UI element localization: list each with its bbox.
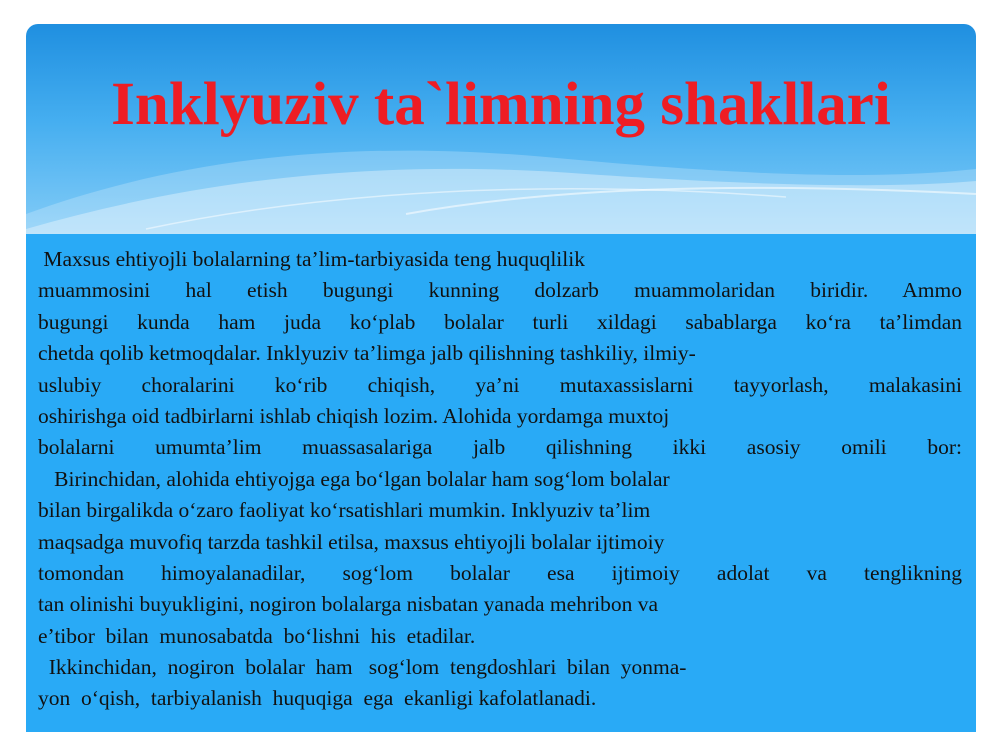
body-paragraph	[38, 244, 962, 715]
body-line: e’tibor bilan munosabatda bo‘lishni his etadilar.	[38, 623, 476, 648]
body-line: chetda qolib ketmoqdalar. Inklyuziv ta’limga jalb qilishning tashkiliy, ilmiy-	[38, 341, 696, 366]
body-line: maqsadga muvofiq tarzda tashkil etilsa, maxsus ehtiyojli bolalar ijtimoiy	[38, 529, 665, 554]
body-line: yon o‘qish, tarbiyalanish huquqiga ega ekanligi kafolatlanadi.	[38, 686, 597, 711]
body-line: bugungi kunda ham juda ko‘plab bolalar turli xildagi sabablarga ko‘ra ta’limdan	[38, 309, 962, 334]
body-line: muammosini hal etish bugungi kunning dolzarb muammolaridan biridir. Ammo	[38, 278, 962, 303]
body-line: bilan birgalikda o‘zaro faoliyat ko‘rsatishlari mumkin. Inklyuziv ta’lim	[38, 498, 651, 523]
body-line: Maxsus ehtiyojli bolalarning ta’lim-tarbiyasida teng huquqlilik	[38, 247, 585, 271]
body-line: Birinchidan, alohida ehtiyojga ega bo‘lgan bolalar ham sog‘lom bolalar	[38, 466, 670, 491]
body-line: Ikkinchidan, nogiron bolalar ham sog‘lom tengdoshlari bilan yonma-	[38, 655, 687, 680]
body-line: tan olinishi buyukligini, nogiron bolalarga nisbatan yanada mehribon va	[38, 592, 658, 617]
body-line: bolalarni umumta’lim muassasalariga jalb qilishning ikki asosiy omili bor:	[38, 435, 962, 460]
slide-title: Inklyuziv ta`limning shakllari	[111, 71, 891, 138]
body-line: oshirishga oid tadbirlarni ishlab chiqish lozim. Alohida yordamga muxtoj	[38, 403, 670, 428]
body-line: tomondan himoyalanadilar, sog‘lom bolalar esa ijtimoiy adolat va tenglikning	[38, 560, 962, 585]
body-line: uslubiy choralarini ko‘rib chiqish, ya’ni mutaxassislarni tayyorlash, malakasini	[38, 372, 962, 397]
